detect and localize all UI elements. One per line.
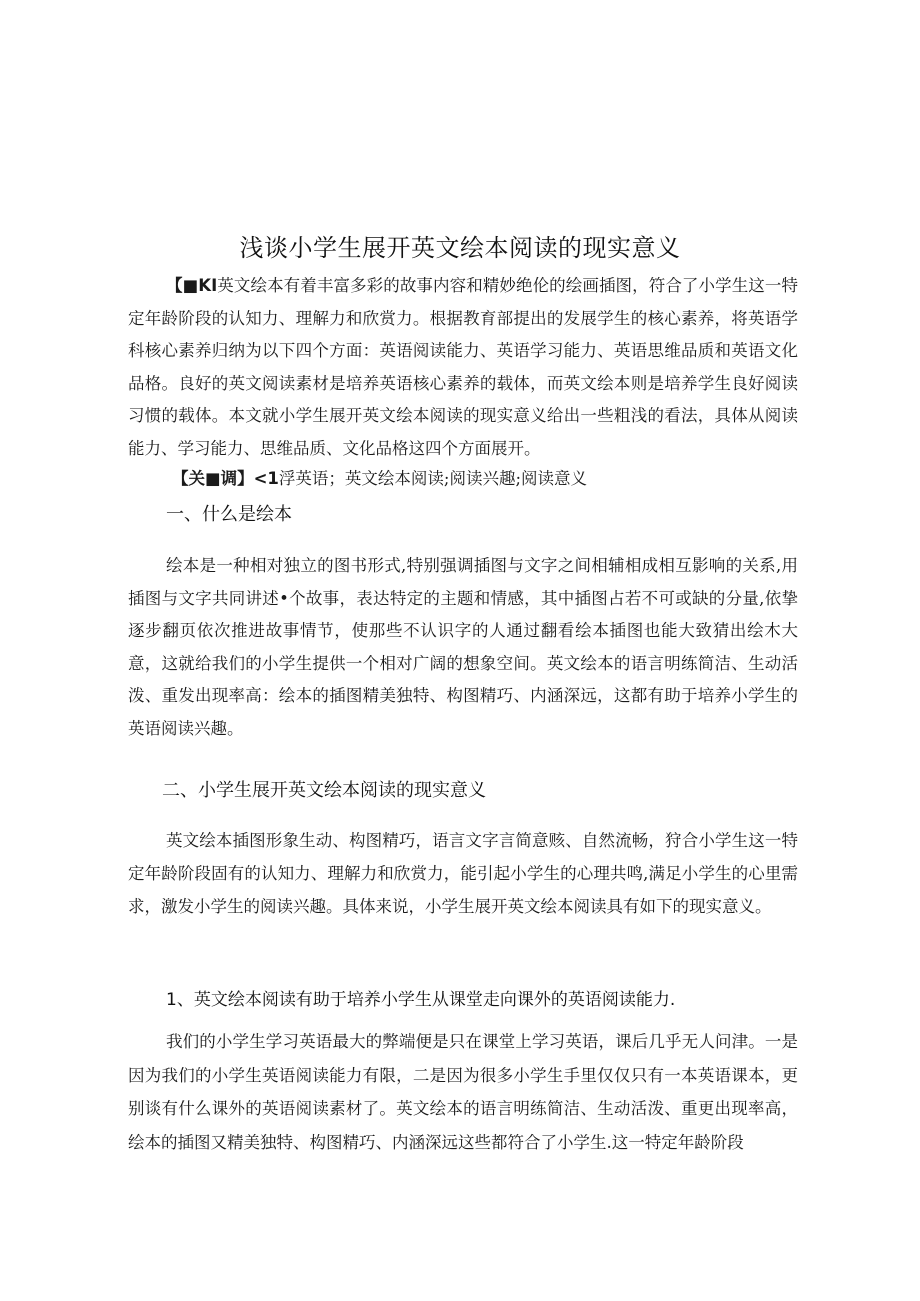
abstract-tag: 【■KI — [166, 276, 218, 295]
abstract-text: 英文绘本有着丰富多彩的故事内容和精妙绝伦的绘画插图，符合了小学生这一特定年龄阶段的认知力、理解力和欣赏力。根据教育部提出的发展学生的核心素养，将英语学科核心素养归纳为以下四个方面：英语阅读能力、英语学习能力、英语思维品质和英语文化品格。良好的英文阅读素材是培养英语核心素养的载体，而英文绘本则是培养学生良好阅读习惯的载体。本文就小学生展开英文绘本阅读的现实意义给出一些粗浅的看法，具体从阅读能力、学习能力、思维品质、文化品格这四个方面展开。 — [128, 276, 798, 458]
keywords-line — [128, 465, 798, 493]
document-title: 浅谈小学生展开英文绘本阅读的现实意义 — [239, 234, 681, 262]
subsection-paragraph-1: 我们的小学生学习英语最大的弊端便是只在课堂上学习英语，课后几乎无人问津。一是因为我们的小学生英语阅读能力有限，二是因为很多小学生手里仅仅只有一本英语课本，更别谈有什么课外的英语阅读素材了。英文绘本的语言明练简洁、生动活泼、重更出现率高，绘本的插图又精美独特、构图精巧、内涵深远这些都符合了小学生.这一特定年龄阶段 — [128, 1032, 798, 1152]
section-heading-2: 二、小学生展开英文绘本阅读的现实意义 — [162, 780, 486, 801]
keywords-label: 【关■调】<1 — [172, 469, 279, 488]
abstract-paragraph — [128, 270, 798, 465]
section-heading-1: 一、什么是绘本 — [166, 504, 292, 525]
section-paragraph-1: 绘本是一种相对独立的图书形式,特别强调插图与文字之间相辅相成相互影响的关系,用插图与文字共同讲述•个故事，表达特定的主题和情感，其中插图占若不可或缺的分量,依挚逐步翻页依次推进故事情节，使那些不认识字的人通过翻看绘本插图也能大致猜出绘木大意，这就给我们的小学生提供一个相对广阔的想象空间。英文绘本的语言明练简洁、生动活泼、重发出现率高：绘本的插图精美独特、构图精巧、内涵深远，这都有助于培养小学生的英语阅读兴趣。 — [128, 556, 798, 738]
subsection-heading-1: 1、英文绘本阅读有助于培养小学生从课堂走向课外的英语阅读能力. — [166, 990, 676, 1010]
section-paragraph-2: 英文绘本插图形象生动、构图精巧，语言文字言简意赅、自然流畅，狩合小学生这一特定年龄阶段固有的认知力、理解力和欣赏力，能引起小学生的心理共鸣,满足小学生的心里需求，激发小学生的阅读兴趣。具体来说，小学生展开英文绘本阅读具有如下的现实意义。 — [128, 831, 798, 916]
keywords-text: 浮英语；英文绘本阅读;阅读兴趣;阅读意义 — [278, 469, 588, 488]
